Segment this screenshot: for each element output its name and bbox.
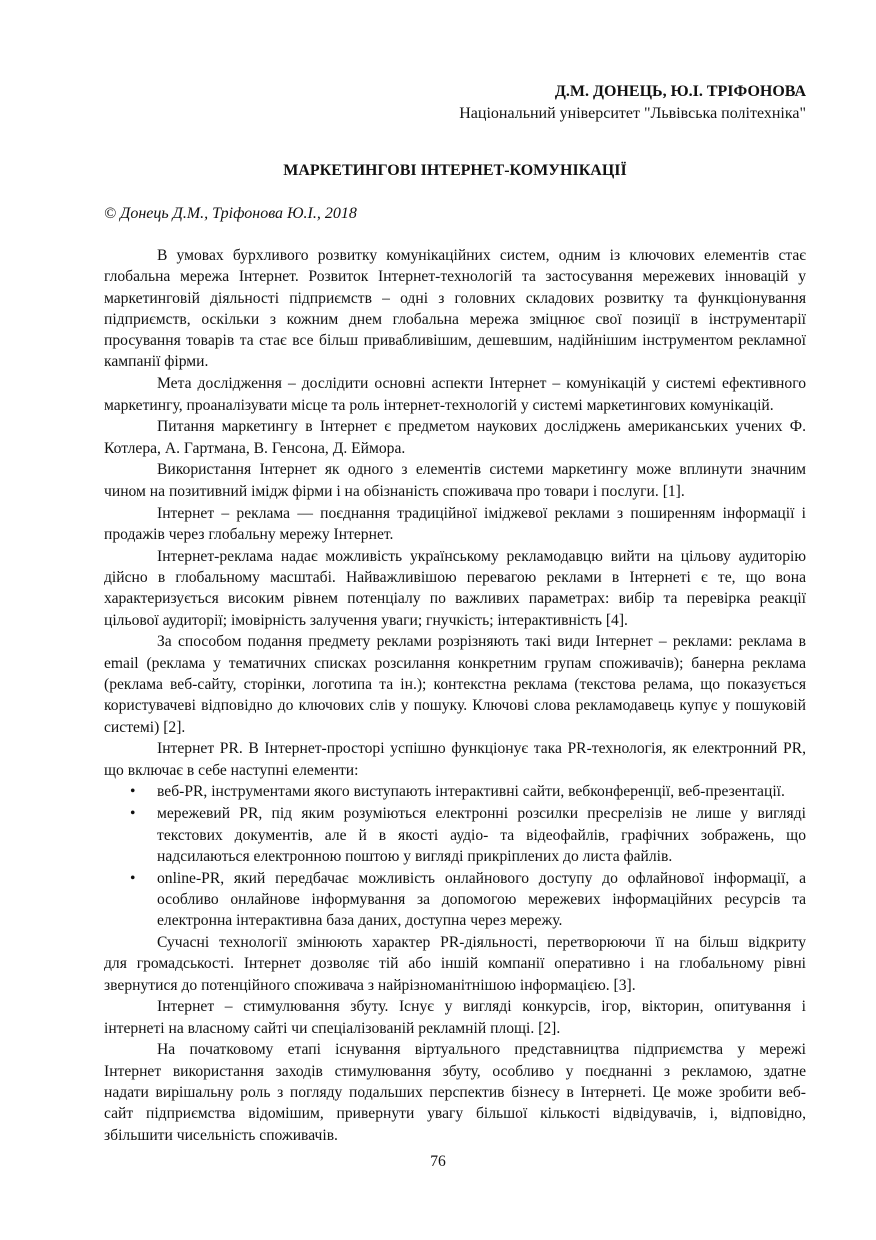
text-line: веб-PR, інструментами якого виступають інтерактивні сайти, вебконференції, веб-презентації. <box>157 783 785 801</box>
paragraph <box>104 932 806 996</box>
text-line: текстових документів, але й в якості аудіо- та відеофайлів, графічних зображень, що <box>157 826 806 844</box>
text-line: для громадськості. Інтернет дозволяє тій або іншій компанії оперативно і на глобальному рівні <box>104 955 806 973</box>
text-line: цільової аудиторії; імовірність залучення уваги; гнучкість; інтерактивність [4]. <box>104 611 628 629</box>
text-line: глобальна мережа Інтернет. Розвиток Інтернет-технологій та застосування мережевих інновацій у <box>104 268 806 286</box>
text-line: електронна інтерактивна база даних, доступна через мережу. <box>157 912 563 930</box>
text-line: дійсно в глобальному масштабі. Найважливішою перевагою реклами в Інтернеті є те, що вона <box>104 568 806 586</box>
article-title: МАРКЕТИНГОВІ ІНТЕРНЕТ-КОМУНІКАЦІЇ <box>283 162 627 179</box>
text-line: В умовах бурхливого розвитку комунікаційних систем, одним із ключових елементів стає <box>157 247 806 264</box>
article-body <box>104 245 806 1146</box>
text-line: Питання маркетингу в Інтернет є предметом наукових досліджень американських учених Ф. <box>157 418 806 436</box>
bullet-item <box>104 868 806 932</box>
text-line: звернутися до потенційного споживача з найрізноманітнішою інформацією. [3]. <box>104 976 636 994</box>
text-line: За способом подання предмету реклами розрізняють такі види Інтернет – реклами: реклама в <box>157 633 806 651</box>
text-line: користувачеві відповідно до ключових слів у пошуку. Ключові слова рекламодавець купує у пошуковій <box>104 697 806 715</box>
text-line: збільшити чисельність споживачів. <box>104 1126 338 1144</box>
paragraph <box>104 416 806 459</box>
paragraph <box>104 459 806 502</box>
text-line: online-PR, який передбачає можливість онлайнового доступу до офлайнової інформації, а <box>157 869 806 887</box>
text-line: мережевий PR, під яким розуміються електронні розсилки пресрелізів не лише у вигляді <box>157 805 806 823</box>
bullet-item <box>104 781 806 802</box>
text-line: Котлера, А. Гартмана, В. Генсона, Д. Еймора. <box>104 439 406 457</box>
text-line: (реклама веб-сайту, сторінки, логотипа та ін.); контекстна реклама (текстова релама, що показується <box>104 675 806 693</box>
text-line: характеризується високим рівнем потенціалу по важливих параметрах: вибір та перевірка реакції <box>104 590 806 608</box>
text-line: надсилаються електронною поштою у вигляді прикріплених до листа файлів. <box>157 847 673 865</box>
text-line: Інтернет – реклама — поєднання традиційної іміджевої реклами з поширенням інформації і <box>157 504 806 522</box>
text-line: кампанії фірми. <box>104 353 209 371</box>
bullet-icon: • <box>130 869 136 887</box>
text-line: підприємств, оскільки з кожним днем глобальна мережа зміцнює свої позиції в інструментарії <box>104 310 806 328</box>
authors: Д.М. ДОНЕЦЬ, Ю.І. ТРІФОНОВА <box>554 83 806 100</box>
text-line: Інтернет PR. В Інтернет-просторі успішно функціонує така PR-технологія, як електронний PR, <box>157 740 806 758</box>
paragraph <box>104 373 806 416</box>
bullet-item <box>104 803 806 867</box>
paragraph <box>104 245 806 373</box>
affiliation: Національний університет "Львівська політехніка" <box>459 105 806 122</box>
text-line: чином на позитивний імідж фірми і на обізнаність споживача про товари і послуги. [1]. <box>104 482 685 500</box>
paragraph <box>104 631 806 737</box>
text-line: На початковому етапі існування віртуального представництва підприємства у мережі <box>157 1041 806 1059</box>
bullet-icon: • <box>130 783 136 801</box>
text-line: маркетингу, проаналізувати місце та роль інтернет-технологій у системі маркетингових комунікацій. <box>104 396 774 414</box>
paragraph <box>104 503 806 546</box>
text-line: маркетинговій діяльності підприємств – одні з головних складових розвитку та функціонування <box>104 289 806 307</box>
text-line: сайт підприємства відомішим, привернути увагу більшої кількості відвідувачів, і, відповідно, <box>104 1105 806 1123</box>
paragraph <box>104 996 806 1039</box>
text-line: Інтернет – стимулювання збуту. Існує у вигляді конкурсів, ігор, вікторин, опитування і <box>157 998 806 1016</box>
text-line: email (реклама у тематичних списках розсилання конкретним групам споживачів); банерна реклама <box>104 654 806 672</box>
text-line: Використання Інтернет як одного з елементів системи маркетингу може вплинути значним <box>157 461 806 479</box>
text-line: Мета дослідження – дослідити основні аспекти Інтернет – комунікацій у системі ефективного <box>157 375 806 393</box>
text-line: інтернеті на власному сайті чи спеціалізованій рекламній площі. [2]. <box>104 1019 561 1037</box>
bullet-icon: • <box>130 805 136 823</box>
text-line: продажів через глобальну мережу Інтернет. <box>104 525 394 543</box>
copyright: © Донець Д.М., Тріфонова Ю.І., 2018 <box>104 205 357 222</box>
text-line: що включає в себе наступні елементи: <box>104 761 359 779</box>
paragraph <box>104 1039 806 1145</box>
text-line: просування товарів та стає все більш привабливішим, дешевшим, надійнішим інструментом рекламної <box>104 332 806 350</box>
page-number: 76 <box>430 1153 446 1170</box>
paragraph <box>104 738 806 781</box>
text-line: надати вирішальну роль з погляду подальших перспектив бізнесу в Інтернеті. Це може зробити веб- <box>104 1084 806 1102</box>
paragraph <box>104 546 806 631</box>
text-line: системі) [2]. <box>104 718 186 736</box>
text-line: Сучасні технології змінюють характер PR-діяльності, перетворюючи її на більш відкриту <box>157 934 806 951</box>
text-line: Інтернет використання заходів стимулювання збуту, особливо у поєднанні з рекламою, здатне <box>104 1062 806 1080</box>
text-line: Інтернет-реклама надає можливість українському рекламодавцю вийти на цільову аудиторію <box>157 547 806 565</box>
text-line: особливо онлайнове інформування за допомогою мережевих інформаційних ресурсів та <box>157 890 806 908</box>
